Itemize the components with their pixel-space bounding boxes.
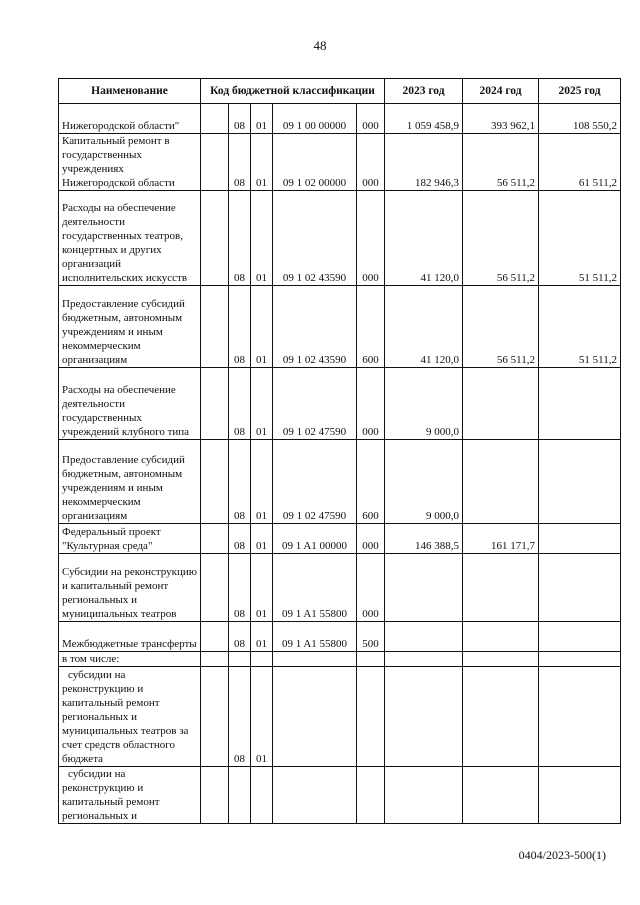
cell-2024 [463,767,539,824]
header-code: Код бюджетной классификации [201,79,385,104]
cell-name: субсидии на реконструкцию и капитальный ремонт региональных и [59,767,201,824]
footer-code: 0404/2023-500(1) [518,848,606,862]
table-row [59,134,621,191]
header-2025: 2025 год [539,79,621,104]
cell-code-section: 08 [229,622,251,652]
table-row [59,104,621,134]
cell-name: Предоставление субсидий бюджетным, автономным учреждениям и иным некоммерческим организациям [59,440,201,524]
cell-code-subsection [251,767,273,824]
cell-code-section: 08 [229,286,251,368]
table-body [59,104,621,824]
cell-2025: 61 511,2 [539,134,621,191]
cell-2023: 41 120,0 [385,191,463,286]
cell-name: Расходы на обеспечение деятельности государственных учреждений клубного типа [59,368,201,440]
cell-code-subsection [251,652,273,667]
cell-code-section: 08 [229,440,251,524]
cell-name: Межбюджетные трансферты [59,622,201,652]
cell-code-section: 08 [229,524,251,554]
cell-code-target: 09 1 A1 55800 [273,554,357,622]
cell-code-type: 000 [357,134,385,191]
cell-2025 [539,767,621,824]
cell-2024 [463,667,539,767]
table-row [59,191,621,286]
cell-code-1 [201,554,229,622]
cell-2024: 56 511,2 [463,134,539,191]
cell-name: Капитальный ремонт в государственных учреждениях Нижегородской области [59,134,201,191]
cell-name: Предоставление субсидий бюджетным, автономным учреждениям и иным некоммерческим организациям [59,286,201,368]
cell-code-target: 09 1 02 47590 [273,440,357,524]
cell-code-type: 000 [357,368,385,440]
cell-code-1 [201,652,229,667]
cell-2023: 9 000,0 [385,368,463,440]
cell-2024: 393 962,1 [463,104,539,134]
cell-code-1 [201,440,229,524]
cell-code-subsection: 01 [251,554,273,622]
cell-code-1 [201,622,229,652]
cell-2025 [539,440,621,524]
cell-2024 [463,622,539,652]
table-row [59,767,621,824]
cell-code-1 [201,134,229,191]
cell-2025: 51 511,2 [539,286,621,368]
cell-2023 [385,554,463,622]
cell-code-type: 000 [357,554,385,622]
cell-code-type: 500 [357,622,385,652]
cell-code-type: 600 [357,440,385,524]
cell-2023: 41 120,0 [385,286,463,368]
cell-code-target: 09 1 02 43590 [273,191,357,286]
table-row [59,667,621,767]
cell-2024 [463,652,539,667]
table-header-row [59,79,621,104]
cell-2024: 161 171,7 [463,524,539,554]
table-row [59,622,621,652]
cell-code-1 [201,667,229,767]
cell-2023 [385,652,463,667]
table-row [59,554,621,622]
cell-code-target [273,652,357,667]
table-row [59,286,621,368]
table-row [59,652,621,667]
budget-table [58,78,621,824]
header-2023: 2023 год [385,79,463,104]
cell-code-target: 09 1 02 00000 [273,134,357,191]
cell-code-section [229,652,251,667]
cell-2025 [539,554,621,622]
cell-2024 [463,554,539,622]
table-row [59,368,621,440]
cell-code-subsection: 01 [251,286,273,368]
cell-code-target: 09 1 A1 55800 [273,622,357,652]
cell-2025 [539,524,621,554]
cell-code-target [273,767,357,824]
cell-code-target: 09 1 00 00000 [273,104,357,134]
cell-code-subsection: 01 [251,134,273,191]
cell-code-target [273,667,357,767]
cell-code-target: 09 1 A1 00000 [273,524,357,554]
cell-code-1 [201,286,229,368]
cell-code-target: 09 1 02 47590 [273,368,357,440]
cell-2025 [539,652,621,667]
cell-name: в том числе: [59,652,201,667]
cell-name: Расходы на обеспечение деятельности государственных театров, концертных и других организаций исполнительских искусств [59,191,201,286]
cell-2025 [539,622,621,652]
cell-code-target: 09 1 02 43590 [273,286,357,368]
cell-code-1 [201,767,229,824]
cell-2023: 182 946,3 [385,134,463,191]
cell-code-1 [201,368,229,440]
cell-code-subsection: 01 [251,622,273,652]
cell-code-section: 08 [229,368,251,440]
cell-2024 [463,368,539,440]
cell-code-subsection: 01 [251,524,273,554]
table-row [59,524,621,554]
cell-code-1 [201,191,229,286]
cell-2024 [463,440,539,524]
cell-2023: 146 388,5 [385,524,463,554]
cell-2023: 9 000,0 [385,440,463,524]
cell-code-1 [201,104,229,134]
header-2024: 2024 год [463,79,539,104]
cell-code-section: 08 [229,104,251,134]
cell-code-subsection: 01 [251,368,273,440]
cell-code-type: 600 [357,286,385,368]
cell-2023 [385,622,463,652]
cell-code-type [357,667,385,767]
table-row [59,440,621,524]
cell-name: субсидии на реконструкцию и капитальный ремонт региональных и муниципальных театров за счет средств областного бюджета [59,667,201,767]
cell-code-subsection: 01 [251,440,273,524]
cell-code-type: 000 [357,104,385,134]
cell-code-section: 08 [229,134,251,191]
cell-2025 [539,667,621,767]
cell-2025 [539,368,621,440]
cell-code-type: 000 [357,191,385,286]
cell-code-subsection: 01 [251,104,273,134]
cell-2024: 56 511,2 [463,286,539,368]
cell-2023 [385,667,463,767]
cell-code-type: 000 [357,524,385,554]
cell-code-section: 08 [229,191,251,286]
cell-code-subsection: 01 [251,191,273,286]
cell-code-section: 08 [229,554,251,622]
cell-name: Нижегородской области" [59,104,201,134]
cell-2024: 56 511,2 [463,191,539,286]
cell-name: Федеральный проект "Культурная среда" [59,524,201,554]
cell-code-section: 08 [229,667,251,767]
page-number: 48 [313,38,327,53]
cell-code-type [357,652,385,667]
header-name: Наименование [59,79,201,104]
cell-2023 [385,767,463,824]
cell-code-section [229,767,251,824]
cell-name: Субсидии на реконструкцию и капитальный ремонт региональных и муниципальных театров [59,554,201,622]
cell-code-type [357,767,385,824]
cell-2025: 108 550,2 [539,104,621,134]
cell-2025: 51 511,2 [539,191,621,286]
cell-code-subsection: 01 [251,667,273,767]
cell-code-1 [201,524,229,554]
cell-2023: 1 059 458,9 [385,104,463,134]
